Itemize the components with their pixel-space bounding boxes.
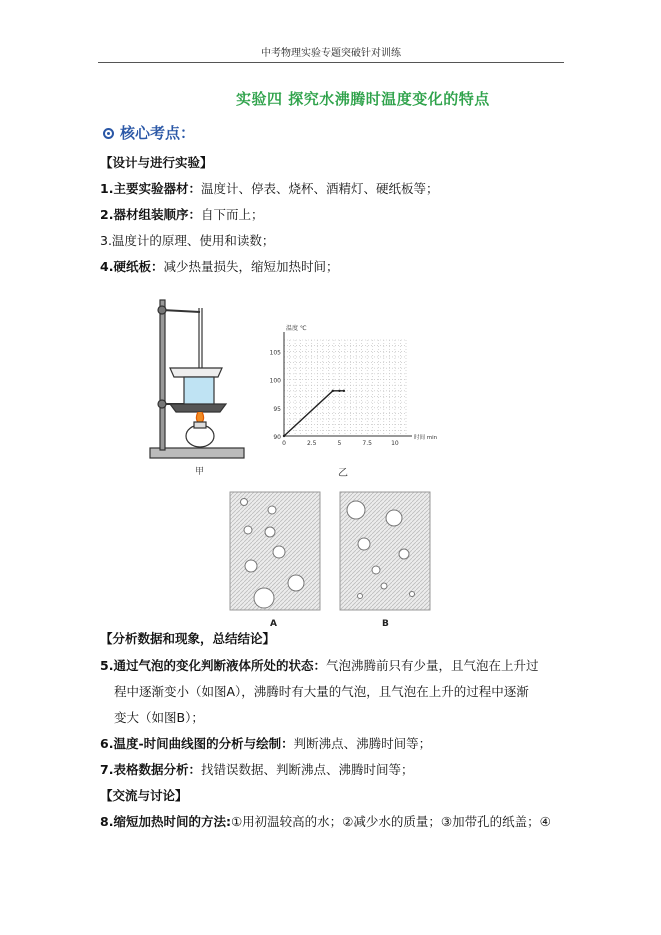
bubble-b-label: B (382, 619, 389, 629)
page-title: 实验四 探究水沸腾时温度变化的特点 (236, 90, 490, 108)
bubble-panel-a (230, 492, 320, 610)
apparatus-label: 甲 (195, 467, 205, 477)
item-7-text: 找错误数据、判断沸点、沸腾时间等； (200, 762, 414, 777)
data-point (343, 390, 345, 392)
y-tick-label: 90 (273, 434, 281, 441)
x-tick-label: 0 (282, 440, 286, 447)
page-header: 中考物理实验专题突破针对训练 (261, 48, 401, 59)
x-tick-label: 7.5 (362, 440, 372, 447)
core-points-label: 核心考点： (120, 124, 196, 142)
item-5 (100, 657, 538, 675)
temperature-series-line (284, 391, 344, 436)
x-tick-label: 5 (337, 440, 342, 447)
bubble-a-label: A (270, 619, 277, 629)
apparatus-illustration (150, 300, 244, 458)
header-divider (98, 62, 564, 63)
x-tick-label: 2.5 (306, 440, 317, 447)
item-5-line-2: 程中逐渐变小（如图A），沸腾时有大量的气泡，且气泡在上升的过程中逐渐 (114, 684, 529, 699)
data-point (338, 390, 340, 392)
item-4-text: 减少热量损失，缩短加热时间； (163, 259, 339, 274)
temperature-time-graph (270, 324, 438, 447)
item-7 (100, 761, 413, 779)
experiment-figure (142, 288, 438, 484)
item-2 (100, 206, 263, 224)
data-point (332, 390, 334, 392)
x-tick-label: 10 (391, 440, 399, 447)
item-1-label: 1.主要实验器材： (100, 181, 201, 196)
item-6-label: 6.温度-时间曲线图的分析与绘制： (100, 736, 294, 751)
item-2-label: 2.器材组装顺序： (100, 207, 201, 222)
item-7-label: 7.表格数据分析： (100, 762, 201, 777)
item-1-text: 温度计、停表、烧杯、酒精灯、硬纸板等； (200, 181, 439, 196)
item-3: 3.温度计的原理、使用和读数； (100, 233, 275, 248)
section-discussion: 【交流与讨论】 (100, 788, 188, 803)
item-6 (100, 735, 431, 753)
item-8-text: ①用初温较高的水；②减少水的质量；③加带孔的纸盖；④ (230, 814, 551, 829)
y-tick-label: 95 (273, 405, 281, 413)
item-8-label: 8.缩短加热时间的方法: (100, 814, 231, 829)
y-axis-title: 温度 ℃ (286, 325, 307, 332)
section-design: 【设计与进行实验】 (100, 155, 213, 170)
item-4 (100, 258, 338, 276)
item-5-text-1: 气泡沸腾前只有少量，且气泡在上升过 (325, 658, 539, 673)
data-point (283, 435, 285, 437)
section-analysis: 【分析数据和现象，总结结论】 (100, 631, 276, 646)
y-tick-label: 105 (269, 349, 281, 357)
bubble-figure (224, 490, 444, 630)
x-axis-title: 时间 min (414, 435, 438, 441)
bubble-panel-b (340, 492, 430, 610)
item-8 (100, 813, 551, 831)
item-4-label: 4.硬纸板： (100, 259, 164, 274)
core-points-heading (103, 122, 195, 143)
target-icon (103, 128, 114, 139)
item-5-line-3: 变大（如图B）； (114, 710, 204, 725)
item-6-text: 判断沸点、沸腾时间等； (293, 736, 432, 751)
graph-label: 乙 (338, 468, 348, 479)
item-2-text: 自下而上； (200, 207, 264, 222)
item-5-label: 5.通过气泡的变化判断液体所处的状态： (100, 658, 326, 673)
item-1 (100, 180, 438, 198)
y-tick-label: 100 (269, 377, 281, 385)
